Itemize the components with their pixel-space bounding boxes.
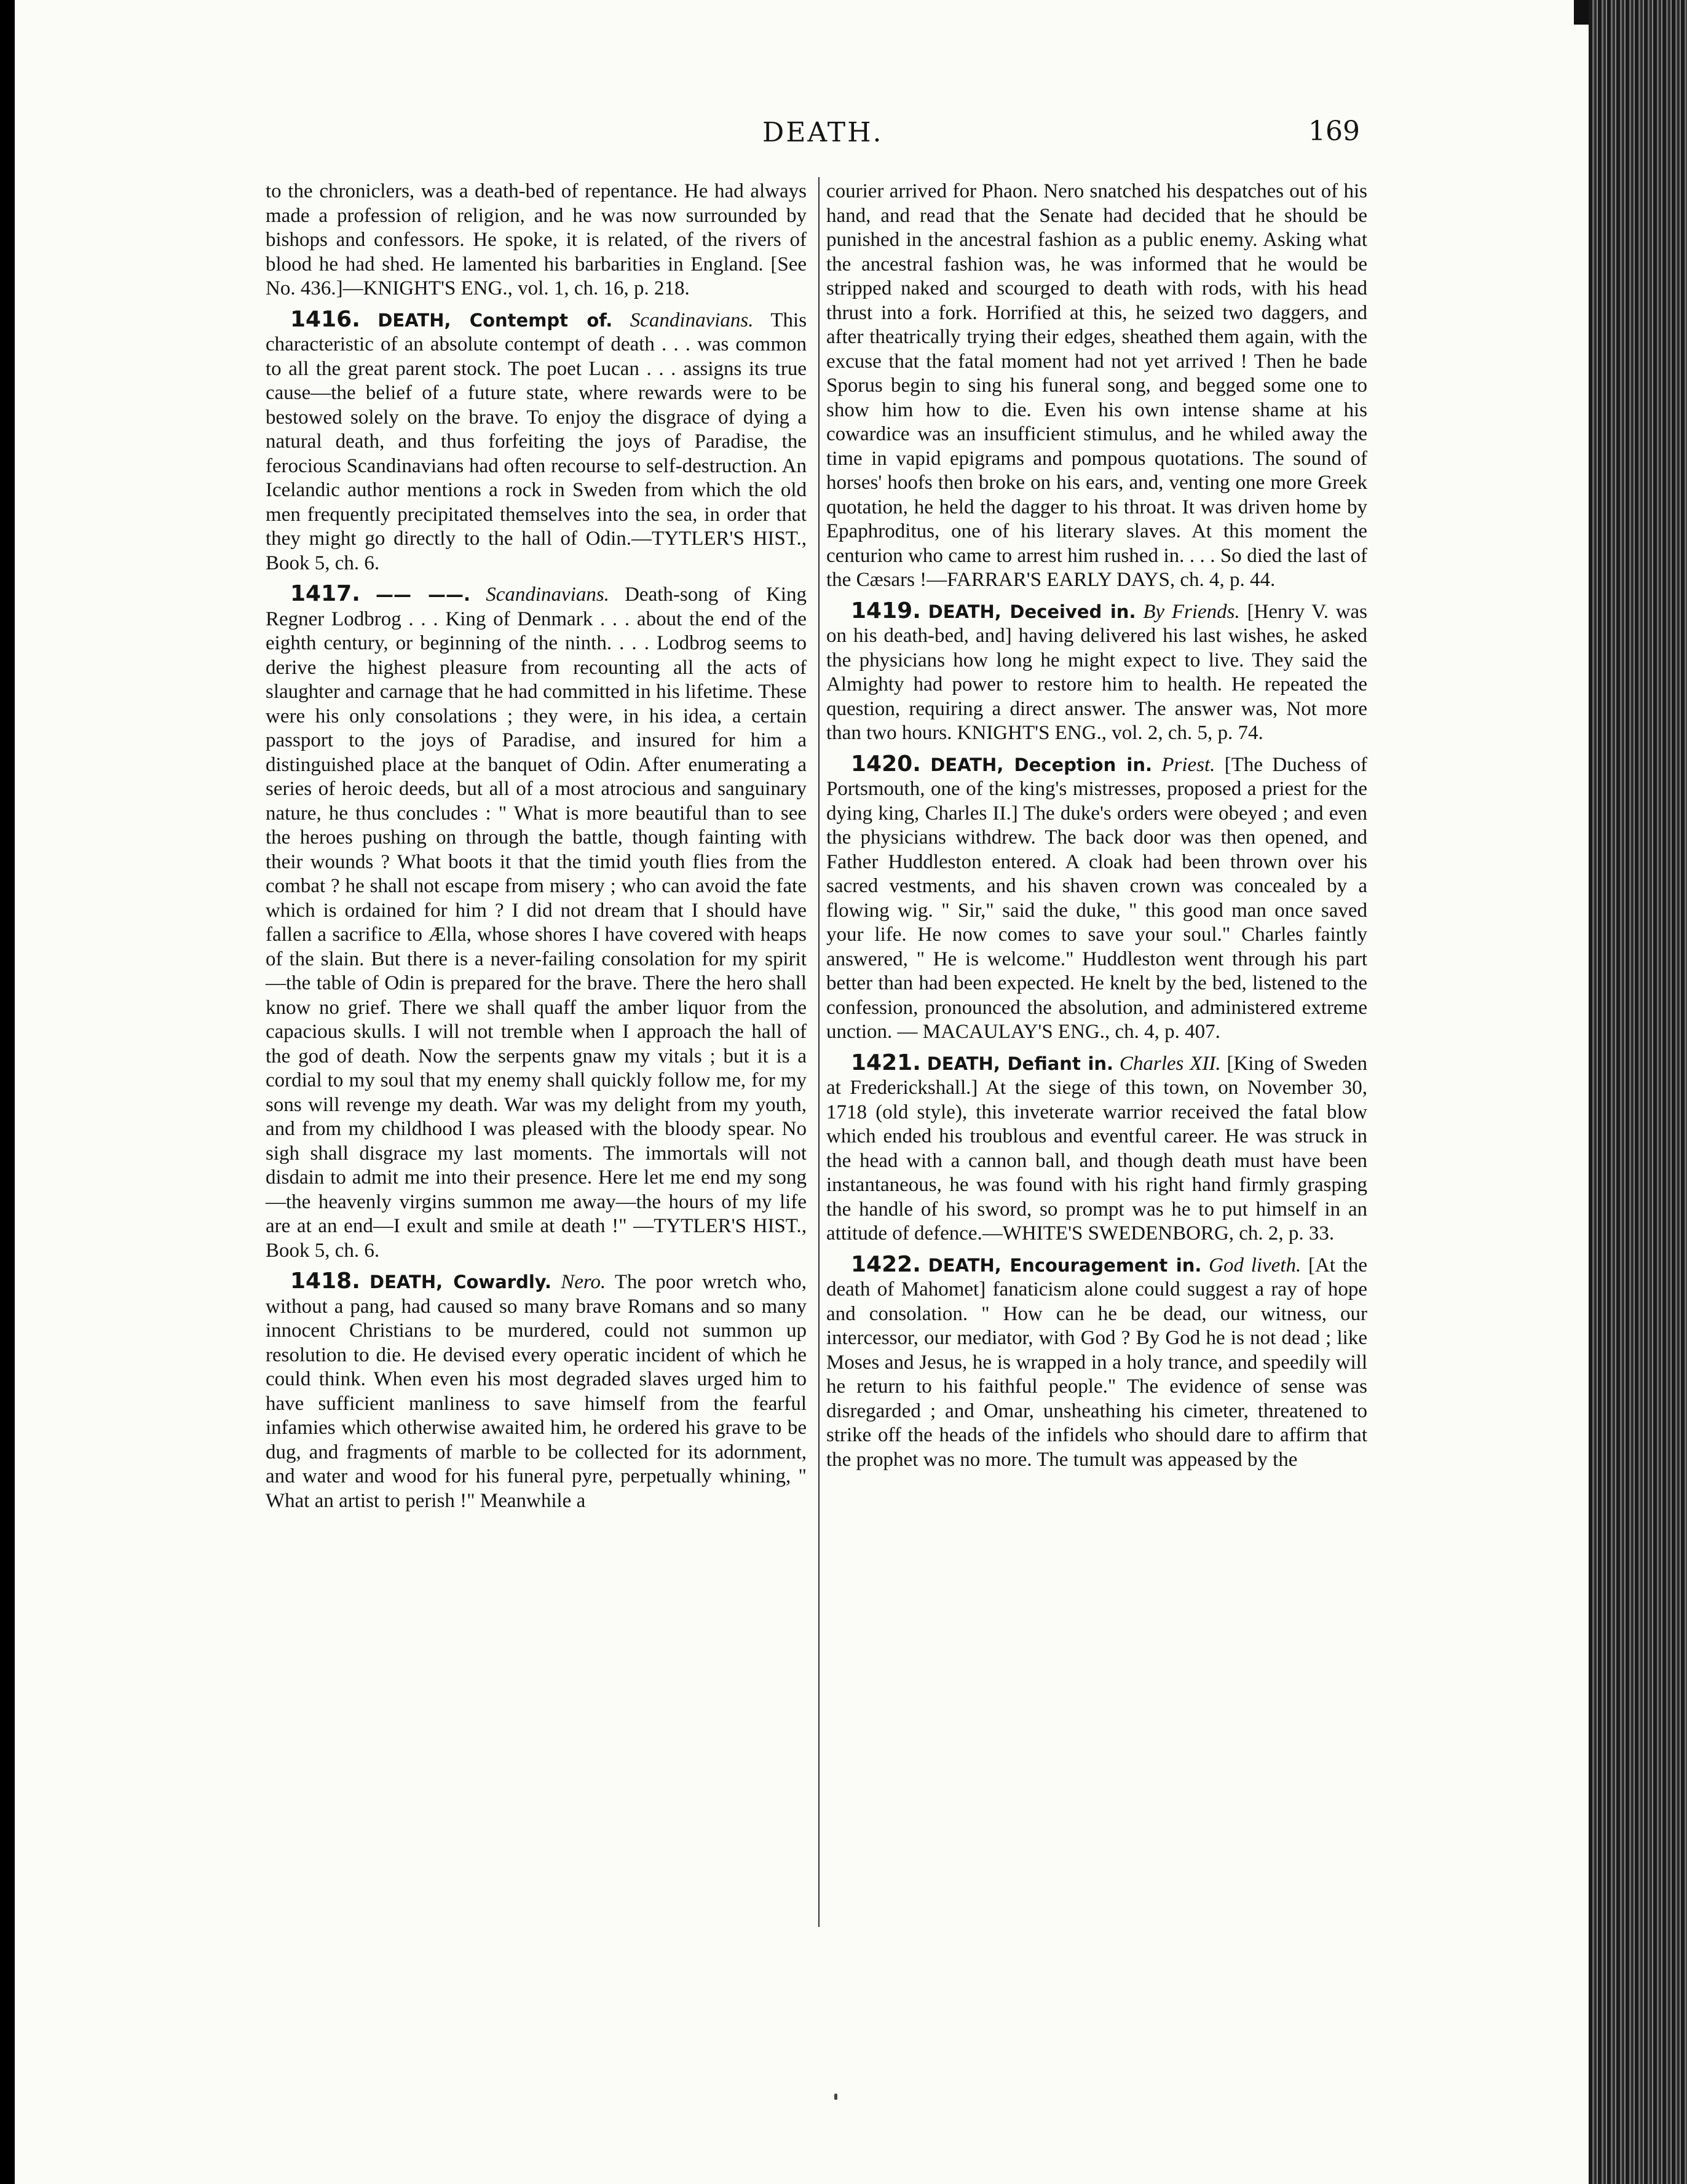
- continuation-paragraph: to the chroniclers, was a death-bed of repentance. He had always made a profession of religion, and he was now surrounded by bishops and confessors. He spoke, it is related, of the rivers of blood he had shed. He lamented his barbarities in England. [See No. 436.]—KNIGHT'S ENG., vol. 1, ch. 16, p. 218.: [266, 180, 807, 299]
- entry-heading: DEATH, Deceived in.: [928, 601, 1136, 622]
- book-page-edges: [1589, 0, 1687, 2184]
- entry-subject: God liveth.: [1209, 1254, 1302, 1276]
- entry-1417: [266, 582, 807, 1263]
- ink-speck: [834, 2094, 837, 2100]
- entry-text: [The Duchess of Portsmouth, one of the king's mistresses, proposed a priest for the dying king, Charles II.] The duke's orders were obeyed ; and even the physicians withdrew. The back door was then opened, and Father Huddleston entered. A cloak had been thrown over his sacred vestments, and his shaven crown was concealed by a flowing wig. " Sir," said the duke, " this good man once saved your life. He now comes to save your soul." Charles faintly answered, " He is welcome." Huddleston went through his part better than had been expected. He knelt by the bed, listened to the confession, pronounced the absolution, and administered extreme unction. — MACAULAY'S ENG., ch. 4, p. 407.: [826, 753, 1368, 1043]
- continuation-paragraph: courier arrived for Phaon. Nero snatched his despatches out of his hand, and read that the Senate had decided that he should be punished in the ancestral fashion as a public enemy. Asking what the ancestral fashion was, he was informed that he would be stripped naked and scourged to death with rods, with his head thrust into a fork. Horrified at this, he seized two daggers, and after theatrically trying their edges, sheathed them again, with the excuse that the fatal moment had not yet arrived ! Then he bade Sporus begin to sing his funeral song, and begged some one to show him how to die. Even his own intense shame at his cowardice was an insufficient stimulus, and he whiled away the time in vapid epigrams and pompous quotations. The sound of horses' hoofs then broke on his ears, and, venting one more Greek quotation, he held the dagger to his throat. It was driven home by Epaphroditus, one of his literary slaves. At this moment the centurion who came to arrest him rushed in. . . . So died the last of the Cæsars !—FARRAR'S EARLY DAYS, ch. 4, p. 44.: [826, 180, 1367, 591]
- entry-text: This characteristic of an absolute contempt of death . . . was common to all the great parent stock. The poet Lucan . . . assigns its true cause—the belief of a future state, where rewards were to be bestowed solely on the brave. To enjoy the disgrace of dying a natural death, and thus forfeiting the joys of Paradise, the ferocious Scandinavians had often recourse to self-destruction. An Icelandic author mentions a rock in Sweden from which the old men frequently precipitated themselves into the sea, in order that they might go directly to the hall of Odin.—TYTLER'S HIST., Book 5, ch. 6.: [266, 309, 807, 574]
- page-number: 169: [1308, 116, 1360, 147]
- entry-subject: Nero.: [561, 1271, 606, 1293]
- entry-text: [At the death of Mahomet] fanaticism alone could suggest a ray of hope and consolation. " How can he be dead, our witness, our intercessor, our mediator, with God ? By God he is not dead ; like Moses and Jesus, he is wrapped in a holy trance, and speedily will he return to his faithful people." The evidence of sense was disregarded ; and Omar, unsheathing his cimeter, threatened to strike off the heads of the infidels who should dare to affirm that the prophet was no more. The tumult was appeased by the: [826, 1254, 1368, 1471]
- entry-1422: [826, 1252, 1367, 1473]
- entry-1418: [266, 1269, 807, 1513]
- entry-heading: DEATH, Contempt of.: [377, 309, 613, 331]
- entry-number: 1416.: [290, 306, 360, 332]
- entry-number: 1418.: [290, 1268, 360, 1294]
- entry-subject: Charles XII.: [1119, 1052, 1221, 1075]
- entry-heading: —— ——.: [376, 584, 471, 605]
- left-column: [266, 180, 807, 1519]
- entry-text: [Henry V. was on his death-bed, and] having delivered his last wishes, he asked the physicians how long he might expect to live. They said the Almighty had power to restore him to health. He repeated the question, requiring a direct answer. The answer was, Not more than two hours. KNIGHT'S ENG., vol. 2, ch. 5, p. 74.: [826, 600, 1368, 744]
- entry-number: 1422.: [851, 1251, 921, 1277]
- entry-text: [King of Sweden at Frederickshall.] At the siege of this town, on November 30, 1718 (old style), this inveterate warrior received the fatal blow which ended his troublous and eventful career. He was struck in the head with a cannon ball, and though death must have been instantaneous, he was found with his right hand firmly grasping the handle of his sword, so prompt was he to put himself in an attitude of defence.—WHITE'S SWEDENBORG, ch. 2, p. 33.: [826, 1052, 1367, 1244]
- column-divider: [818, 177, 820, 1927]
- entry-heading: DEATH, Encouragement in.: [928, 1254, 1202, 1276]
- entry-heading: DEATH, Deception in.: [930, 754, 1153, 775]
- entry-subject: Scandinavians.: [486, 584, 609, 606]
- entry-1419: [826, 599, 1367, 746]
- entry-1420: [826, 752, 1367, 1045]
- entry-number: 1419.: [851, 598, 921, 623]
- entry-number: 1421.: [851, 1050, 921, 1075]
- entry-text: The poor wretch who, without a pang, had caused so many brave Romans and so many innocent Christians to be murdered, could not summon up resolution to die. He devised every operatic incident of which he could think. When even his most degraded slaves urged him to have sufficient manliness to save himself from the fearful infamies which otherwise awaited him, he ordered his grave to be dug, and fragments of marble to be collected for its adornment, and water and wood for his funeral pyre, perpetually whining, " What an artist to perish !" Meanwhile a: [266, 1271, 807, 1512]
- entry-subject: By Friends.: [1143, 600, 1240, 623]
- entry-heading: DEATH, Cowardly.: [369, 1272, 552, 1292]
- entry-subject: Scandinavians.: [630, 309, 754, 331]
- entry-number: 1417.: [290, 581, 360, 606]
- entry-heading: DEATH, Defiant in.: [926, 1053, 1114, 1074]
- entry-1421: [826, 1051, 1367, 1246]
- scan-border: [0, 0, 15, 2184]
- entry-text: Death-song of King Regner Lodbrog . . . King of Denmark . . . about the end of the eighth century, or beginning of the ninth. . . . Lodbrog seems to derive the highest pleasure from recounting all the acts of slaughter and carnage that he had committed in his lifetime. These were his only consolations ; they were, in his idea, a certain passport to the joys of Paradise, and insured for him a distinguished place at the banquet of Odin. After enumerating a series of heroic deeds, but all of a most atrocious and sanguinary nature, he thus concludes : " What is more beautiful than to see the heroes pushing on through the battle, though fainting with their wounds ? What boots it that the timid youth flies from the combat ? he shall not escape from misery ; who can avoid the fate which is ordained for him ? I did not dream that I should have fallen a sacrifice to Ælla, whose shores I have covered with heaps of the slain. But there is a never-failing consolation for my spirit—the table of Odin is prepared for the brave. There the hero shall know no grief. There we shall quaff the amber liquor from the capacious skulls. I will not tremble when I approach the hall of the god of death. Now the serpents gnaw my vitals ; but it is a cordial to my soul that my enemy shall quickly follow me, for my sons will revenge my death. War was my delight from my youth, and from my childhood I was pleased with the bloody spear. No sigh shall disgrace my last moments. The immortals will not disdain to admit me into their presence. Here let me end my song—the heavenly virgins summon me away—the hours of my life are at an end—I exult and smile at death !" —TYTLER'S HIST., Book 5, ch. 6.: [266, 584, 807, 1262]
- running-head: DEATH.: [762, 117, 883, 148]
- entry-number: 1420.: [851, 751, 921, 777]
- entry-1416: [266, 307, 807, 576]
- entry-subject: Priest.: [1161, 753, 1215, 776]
- right-column: [826, 180, 1367, 1478]
